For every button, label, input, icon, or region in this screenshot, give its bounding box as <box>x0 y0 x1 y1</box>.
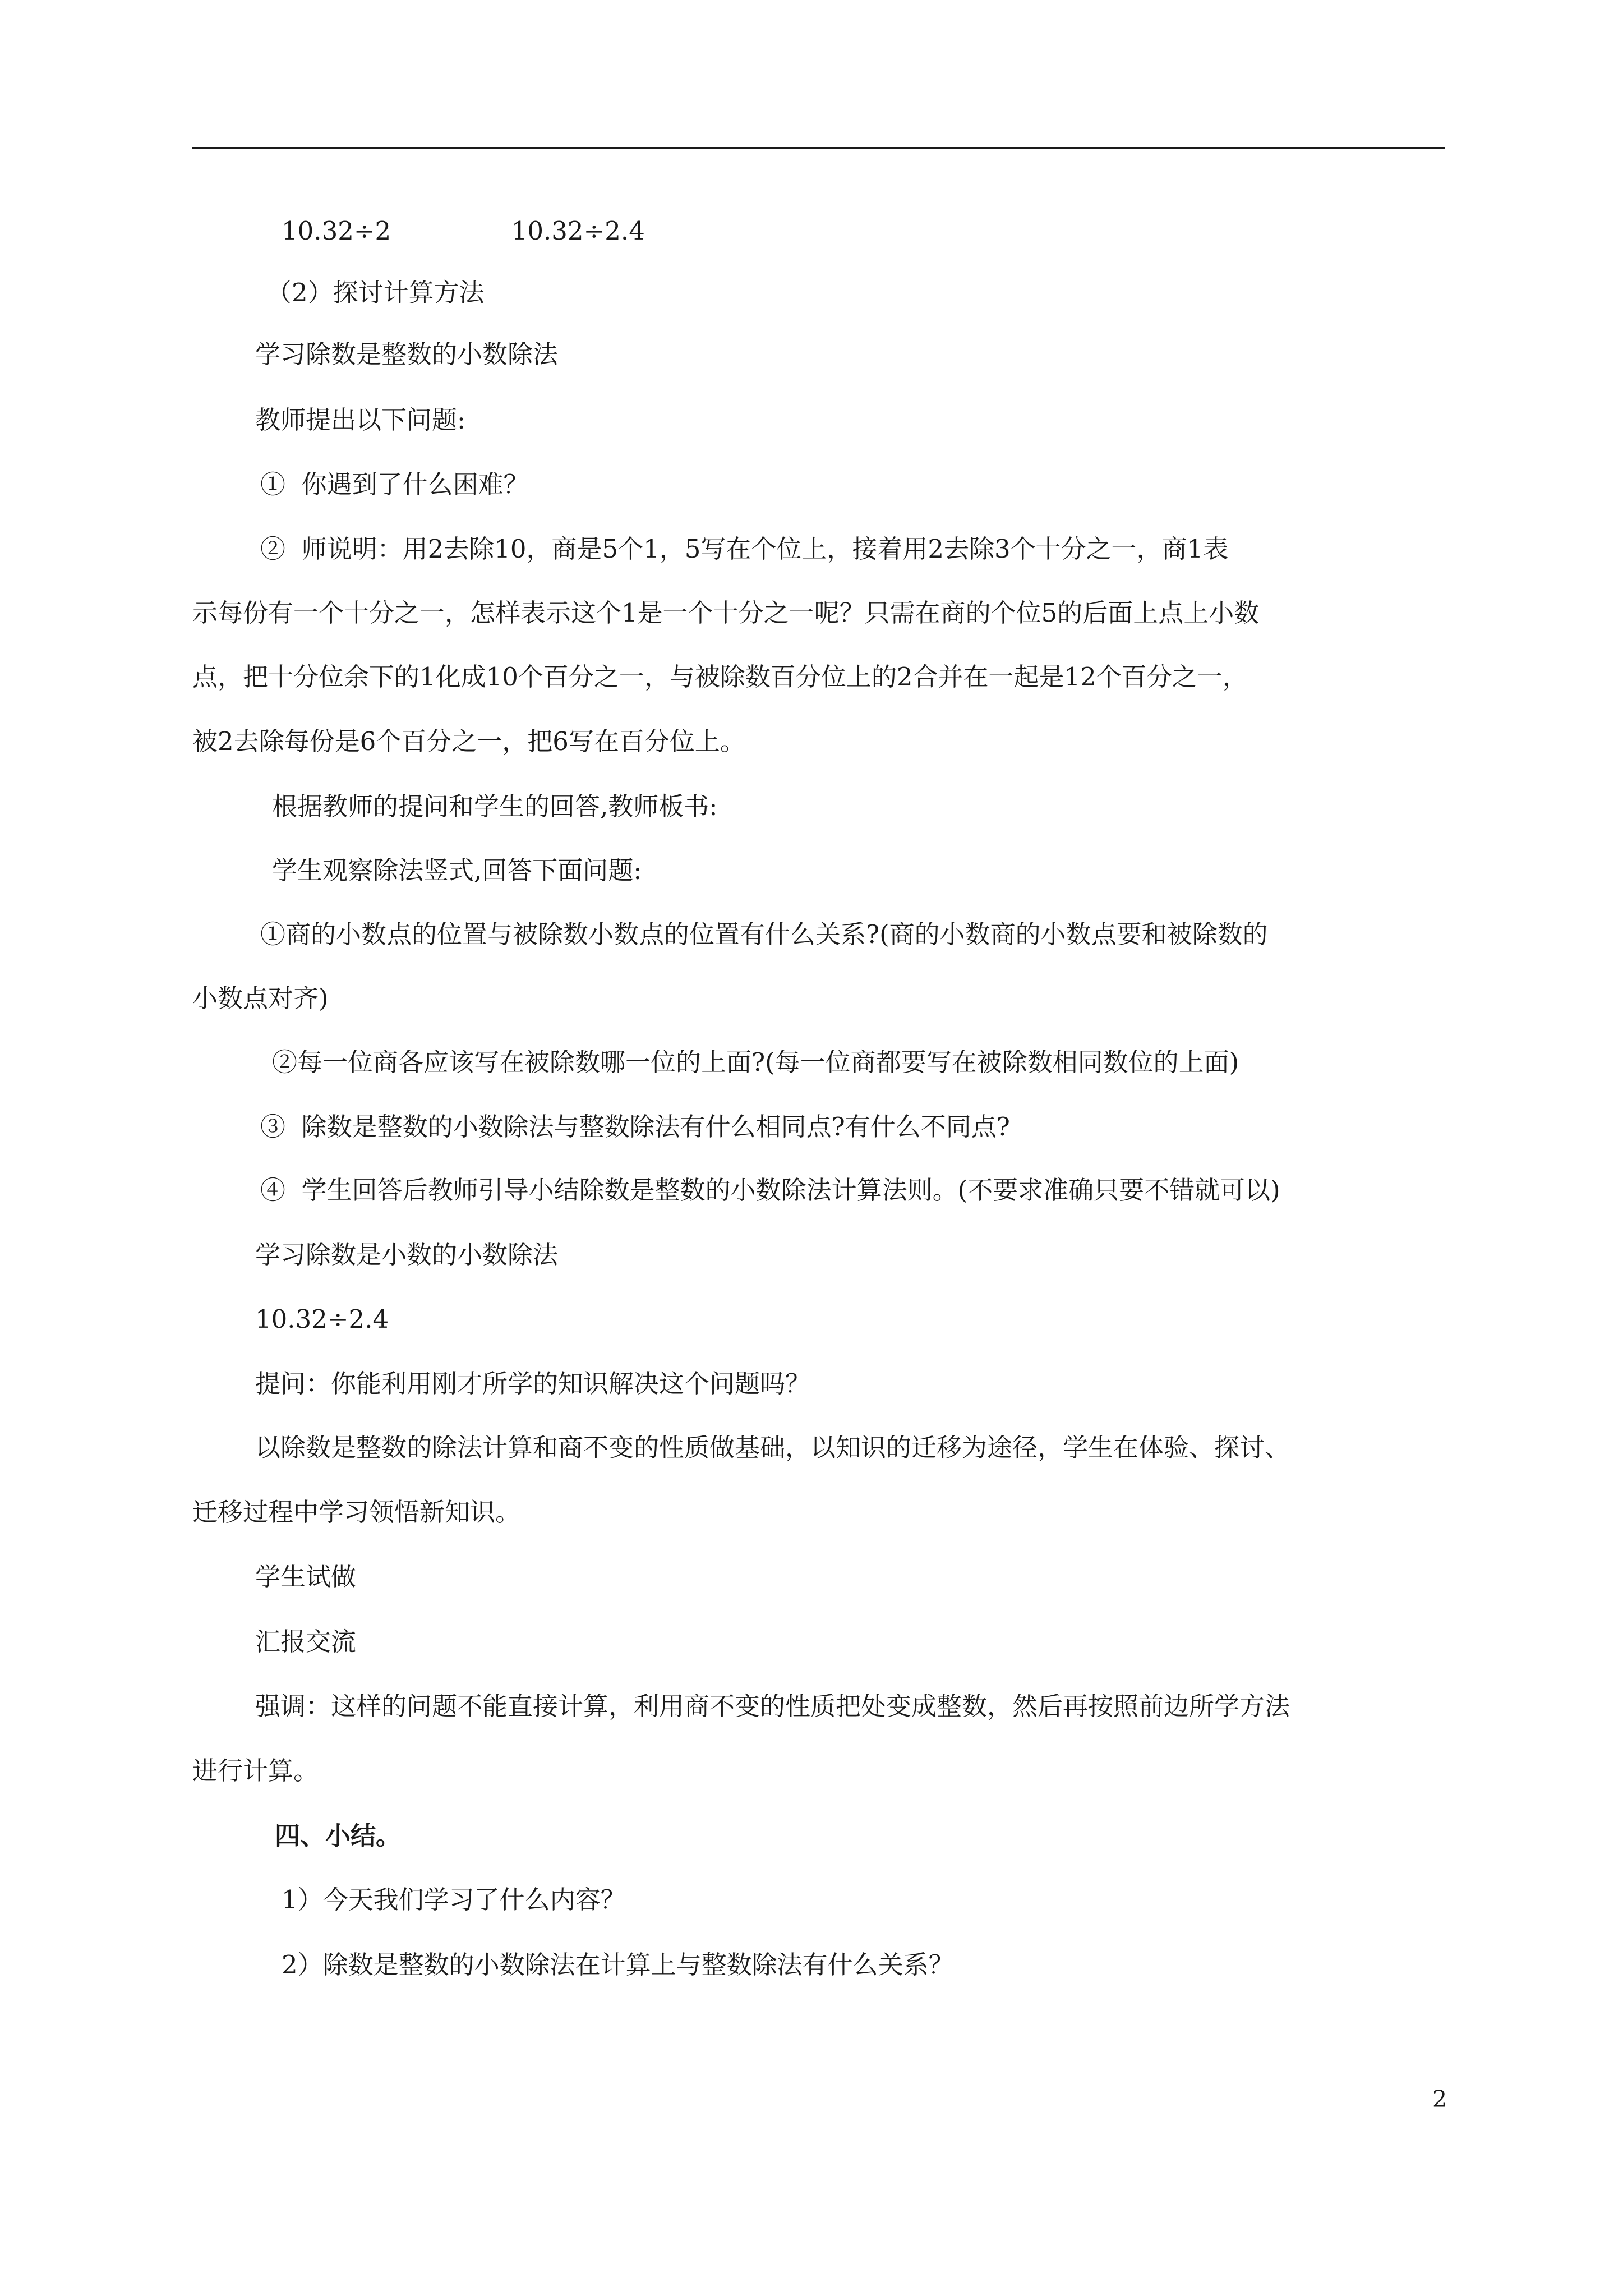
text-line-2: （2）探讨计算方法 <box>266 278 485 307</box>
text-line-27: 1）今天我们学习了什么内容？ <box>282 1885 626 1915</box>
text-line-16: ④ 学生回答后教师引导小结除数是整数的小数除法计算法则。(不要求准确只要不错就可以) <box>260 1175 1280 1205</box>
text-line-4: 教师提出以下问题: <box>255 405 466 435</box>
text-line-8: 点，把十分位余下的1化成10个百分之一，与被除数百分位上的2合并在一起是12个百分之一， <box>192 662 1248 692</box>
text-line-9: 被2去除每份是6个百分之一，把6写在百分位上。 <box>192 726 745 756</box>
text-line-19: 提问：你能利用刚才所学的知识解决这个问题吗？ <box>255 1369 811 1398</box>
text-line-25: 进行计算。 <box>192 1756 319 1786</box>
text-line-24: 强调：这样的问题不能直接计算，利用商不变的性质把处变成整数，然后再按照前边所学方法 <box>255 1691 1290 1721</box>
text-line-10: 根据教师的提问和学生的回答,教师板书: <box>272 792 718 821</box>
text-line-1: 10.32÷2 10.32÷2.4 <box>282 216 645 246</box>
text-line-28: 2）除数是整数的小数除法在计算上与整数除法有什么关系？ <box>282 1950 954 1980</box>
text-line-20: 以除数是整数的除法计算和商不变的性质做基础，以知识的迁移为途径，学生在体验、探讨、 <box>255 1433 1290 1462</box>
text-line-18: 10.32÷2.4 <box>255 1304 389 1334</box>
page-number: 2 <box>1432 2086 1447 2113</box>
section-heading-summary: 四、小结。 <box>275 1821 402 1851</box>
text-line-15: ③ 除数是整数的小数除法与整数除法有什么相同点?有什么不同点? <box>260 1112 1010 1142</box>
text-line-3: 学习除数是整数的小数除法 <box>255 339 559 369</box>
text-line-5: ① 你遇到了什么困难？ <box>260 470 529 499</box>
text-line-11: 学生观察除法竖式,回答下面问题: <box>272 855 642 885</box>
text-line-6: ② 师说明：用2去除10，商是5个1，5写在个位上，接着用2去除3个十分之一，商1表 <box>260 534 1229 564</box>
text-line-14: ②每一位商各应该写在被除数哪一位的上面?(每一位商都要写在被除数相同数位的上面) <box>272 1047 1239 1077</box>
text-line-23: 汇报交流 <box>255 1627 357 1657</box>
text-line-13: 小数点对齐) <box>192 983 329 1013</box>
text-line-12: ①商的小数点的位置与被除数小数点的位置有什么关系?(商的小数商的小数点要和被除数的 <box>260 919 1268 949</box>
text-line-22: 学生试做 <box>255 1562 357 1591</box>
text-line-7: 示每份有一个十分之一，怎样表示这个1是一个十分之一呢？只需在商的个位5的后面上点上小数 <box>192 598 1260 628</box>
text-line-17: 学习除数是小数的小数除法 <box>255 1240 559 1269</box>
text-line-21: 迁移过程中学习领悟新知识。 <box>192 1497 521 1527</box>
header-rule <box>192 147 1445 149</box>
